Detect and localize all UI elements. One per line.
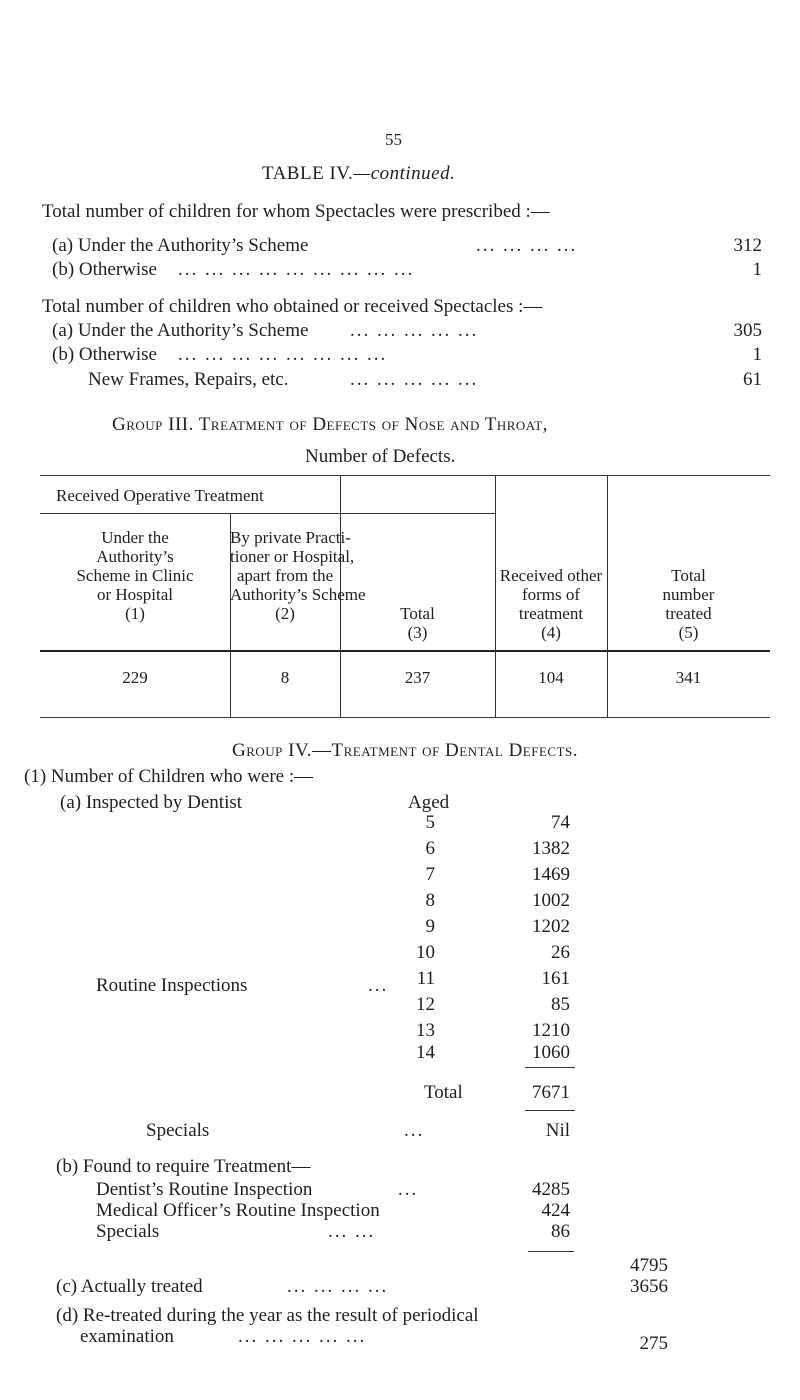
prescribed-b-value: 1 [752,259,762,280]
c-dots: ... ... ... ... [287,1276,389,1297]
group4-item1: (1) Number of Children who were :— [24,766,314,787]
c-label: (c) Actually treated [56,1276,203,1297]
col4-header [495,566,607,642]
col3-num: (3) [407,623,428,642]
col2-num: (2) [275,604,295,623]
col2-value: 8 [280,668,290,687]
b-sum-rule [528,1251,574,1252]
col1-num: (1) [125,604,145,623]
age-value: 14 [416,1042,435,1063]
b-item-specials-value: 86 [551,1221,570,1242]
table-bottom-rule [40,717,770,718]
super-header-rule [40,513,495,514]
frames-value: 61 [743,369,762,390]
total-value: 7671 [532,1082,570,1103]
col5-value: 341 [675,668,702,687]
specials-value: Nil [545,1120,570,1141]
prescribed-a-label: (a) Under the Authority’s Scheme [52,235,309,256]
age-value: 7 [425,864,435,885]
routine-dots: ... [368,975,389,996]
header-bottom-rule [40,650,770,652]
age-value: 5 [425,812,435,833]
aged-label: Aged [408,792,450,813]
age-value: 12 [416,994,435,1015]
col4-line: treatment [518,604,584,623]
group4-title: Group IV.—Treatment of Dental Defects. [232,740,579,761]
col5-line: treated [665,604,712,623]
col3-value: 237 [404,668,431,687]
age-value: 10 [416,942,435,963]
obtained-b-value: 1 [752,344,762,365]
col2-line: tioner or Hospital, [230,547,355,566]
d-dots: ... ... ... ... ... [238,1326,367,1347]
d-label-line1: (d) Re-treated during the year as the result of periodical [56,1305,479,1326]
col4-line: forms of [521,585,581,604]
age-value: 11 [416,968,435,989]
prescribed-a-value: 312 [733,235,762,256]
age-value: 6 [425,838,435,859]
table-title-continued: —continued. [353,163,456,184]
col1-header [40,528,230,623]
operative-super-header: Received Operative Treatment [56,486,264,505]
b-total-value: 4795 [630,1255,668,1276]
b-item-medical-label: Medical Officer’s Routine Inspection [96,1200,380,1221]
age-count: 74 [551,812,570,833]
specials-dots: ... [404,1120,425,1141]
obtained-a-dots: ... ... ... ... ... [350,320,479,341]
age-count: 1469 [532,864,570,885]
c-value: 3656 [630,1276,668,1297]
col1-line: Authority’s [96,547,174,566]
table-top-rule [40,475,770,476]
prescribed-a-dots: ... ... ... ... [476,235,578,256]
col1-line: or Hospital [96,585,174,604]
total-rule-top [525,1067,575,1068]
age-count: 1210 [532,1020,570,1041]
age-value: 13 [416,1020,435,1041]
b-item-dentist-value: 4285 [532,1179,570,1200]
table-title [262,163,455,185]
d-value: 275 [639,1333,668,1354]
b-item-specials-label: Specials [96,1221,160,1242]
obtained-a-label: (a) Under the Authority’s Scheme [52,320,309,341]
b-item-medical-value: 424 [541,1200,570,1221]
table-title-main: TABLE IV. [262,163,354,184]
frames-label: New Frames, Repairs, etc. [88,369,289,390]
col5-line: Total [671,566,706,585]
b-item-dentist-label: Dentist’s Routine Inspection [96,1179,313,1200]
col1-line: Scheme in Clinic [76,566,194,585]
age-count: 26 [551,942,570,963]
col4-line: Received other [499,566,603,585]
col2-line: By private Practi- [230,528,351,547]
col5-header [607,566,770,642]
col2-line: apart from the [236,566,334,585]
inspected-label: (a) Inspected by Dentist [60,792,243,813]
obtained-b-label: (b) Otherwise [52,344,157,365]
routine-inspections-label: Routine Inspections [96,975,248,996]
col3-header [340,604,495,642]
b-heading: (b) Found to require Treatment— [56,1156,311,1177]
col3-line: Total [400,604,435,623]
group3-subtitle: Number of Defects. [305,446,456,467]
prescribed-b-dots: ... ... ... ... ... ... ... ... ... [178,259,415,280]
age-count: 1202 [532,916,570,937]
prescribed-b-label: (b) Otherwise [52,259,157,280]
col1-value: 229 [122,668,148,687]
obtained-b-dots: ... ... ... ... ... ... ... ... [178,344,388,365]
age-count: 85 [551,994,570,1015]
age-value: 8 [425,890,435,911]
d-label-line2: examination [80,1326,174,1347]
spectacles-obtained-heading: Total number of children who obtained or received Spectacles :— [42,296,543,317]
age-value: 9 [425,916,435,937]
age-count: 1382 [532,838,570,859]
specials-label: Specials [146,1120,210,1141]
b-item-specials-dots: ... ... [328,1221,376,1242]
col5-num: (5) [678,623,699,642]
age-count: 1002 [532,890,570,911]
age-count: 1060 [532,1042,570,1063]
obtained-a-value: 305 [733,320,762,341]
col5-line: number [662,585,715,604]
b-item-dentist-dots: ... [398,1179,419,1200]
col1-line: Under the [101,528,169,547]
page-number: 55 [385,130,402,149]
col2-header [230,528,366,623]
age-count: 161 [541,968,570,989]
spectacles-prescribed-heading: Total number of children for whom Spectacles were prescribed :— [42,201,550,222]
total-label: Total [424,1082,463,1103]
group3-title: Group III. Treatment of Defects of Nose and Throat, [112,414,548,435]
col4-num: (4) [541,623,561,642]
total-rule-bottom [525,1110,575,1111]
frames-dots: ... ... ... ... ... [350,369,479,390]
col2-line: Authority’s Scheme [230,585,366,604]
col4-value: 104 [538,668,564,687]
